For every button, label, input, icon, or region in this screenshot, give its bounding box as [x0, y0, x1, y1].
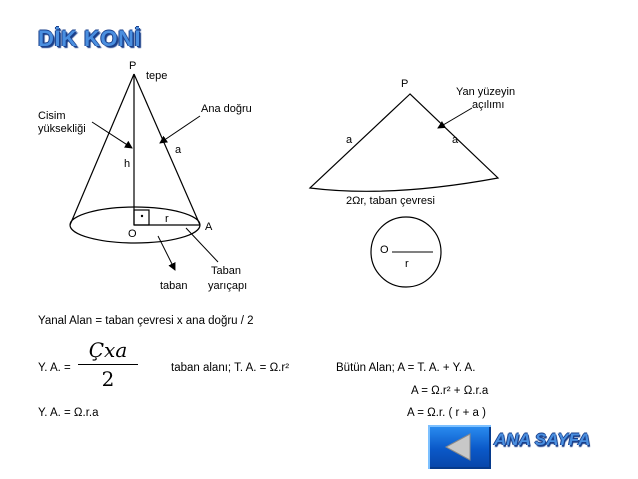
net-arc-label: 2Ωr, taban çevresi: [346, 195, 435, 207]
total-factored-formula: A = Ω.r. ( r + a ): [407, 407, 486, 419]
page-title: DİK KONİ: [38, 26, 141, 51]
base-name-label: taban: [160, 280, 188, 292]
total-area-formula: Bütün Alan; A = T. A. + Y. A.: [336, 362, 476, 374]
slant-symbol: a: [175, 144, 182, 156]
back-arrow-icon: [428, 425, 491, 469]
net-surface-line1: Yan yüzeyin: [456, 86, 516, 98]
ya-fraction: [78, 338, 138, 391]
net-side-right: a: [452, 134, 459, 146]
pointer-radius: [186, 228, 218, 262]
point-a-label: A: [205, 221, 213, 233]
pointer-slant: [160, 116, 200, 143]
cone-right-slant: [134, 74, 200, 225]
back-button[interactable]: [428, 425, 491, 469]
ya-simplified-formula: Y. A. = Ω.r.a: [38, 407, 99, 419]
ya-numerator: Çxa: [88, 338, 128, 362]
slant-name-label: Ana doğru: [201, 103, 252, 115]
height-name-line1: Cisim: [38, 110, 66, 122]
fraction-bar: [78, 364, 138, 365]
center-o-label: O: [128, 228, 137, 240]
net-circle-radius: r: [405, 258, 409, 270]
right-angle-dot: [141, 215, 143, 217]
cone-shape: [70, 74, 200, 243]
net-apex-label: P: [401, 78, 409, 90]
ya-prefix: Y. A. =: [38, 362, 71, 374]
net-side-left: a: [346, 134, 353, 146]
total-expanded-formula: A = Ω.r² + Ω.r.a: [411, 385, 489, 397]
radius-name-line2: yarıçapı: [208, 280, 248, 292]
ya-denominator: 2: [101, 367, 115, 391]
home-link[interactable]: ANA SAYFA: [494, 430, 591, 449]
height-name-line2: yüksekliği: [38, 123, 86, 135]
height-symbol: h: [124, 158, 131, 170]
cone-apex-label: P: [129, 60, 137, 72]
net-surface-line2: açılımı: [472, 99, 505, 111]
right-angle-marker: [134, 210, 149, 225]
cone-left-slant: [70, 74, 134, 225]
radius-symbol: r: [165, 213, 169, 225]
base-area-formula: taban alanı; T. A. = Ω.r²: [171, 362, 290, 374]
net-sector: [310, 94, 498, 191]
net-circle-center: O: [380, 244, 389, 256]
lateral-area-formula: Yanal Alan = taban çevresi x ana doğru / 2: [38, 315, 254, 327]
radius-name-line1: Taban: [211, 265, 241, 277]
cone-apex-name: tepe: [146, 70, 168, 82]
